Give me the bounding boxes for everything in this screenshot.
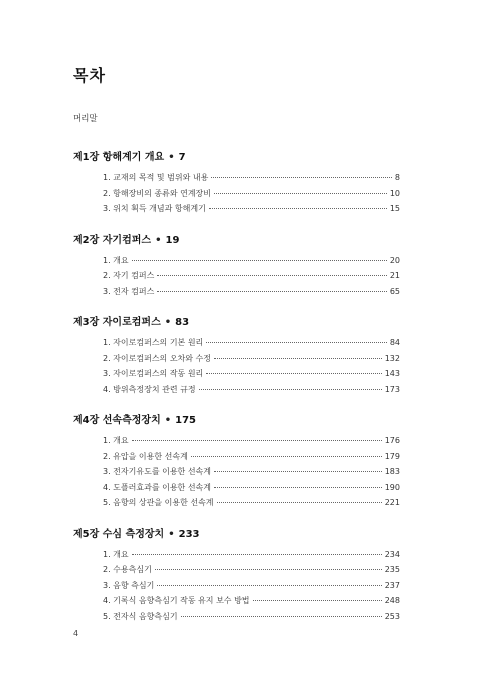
chapter-title: 자기컴퍼스 [102, 234, 152, 246]
entry-label: 4. 기록식 음향측심기 작동 유지 보수 방법 [103, 596, 250, 605]
dot-leader [157, 291, 386, 292]
chapter-number: 제4장 [73, 415, 100, 426]
entry-page: 253 [384, 611, 400, 621]
chapter-page: 83 [175, 317, 190, 328]
entry-label: 5. 음향의 상관을 이용한 선속계 [103, 498, 214, 507]
entry-label: 2. 자기 컴퍼스 [103, 271, 155, 280]
page-title: 목차 [73, 66, 106, 85]
toc-entry[interactable] [73, 495, 400, 511]
entry-label: 1. 개요 [103, 255, 129, 265]
entry-label: 4. 방위측정장치 관련 규정 [103, 384, 196, 394]
entry-label: 3. 자이로컴퍼스의 작동 원리 [103, 369, 204, 378]
chapter-number: 제3장 [73, 317, 100, 328]
chapter-heading[interactable] [73, 150, 400, 166]
entry-label: 1. 교재의 목적 및 범위와 내용 [103, 173, 209, 182]
bullet-separator: • [164, 317, 172, 328]
chapter-title: 항해계기 개요 [102, 152, 165, 163]
entry-page: 10 [389, 188, 400, 198]
entry-label: 4. 도플러효과를 이용한 선속계 [103, 482, 211, 492]
chapter-title: 자이로컴퍼스 [102, 317, 161, 328]
entry-page: 143 [384, 369, 400, 378]
dot-leader [181, 616, 382, 617]
dot-leader [209, 208, 387, 209]
dot-leader [157, 585, 381, 586]
chapter-2 [73, 233, 400, 300]
entry-page: 190 [384, 482, 400, 492]
toc-entry[interactable] [73, 170, 400, 186]
chapter-heading[interactable] [73, 413, 400, 429]
chapter-heading[interactable] [73, 315, 400, 331]
dot-leader [191, 456, 382, 457]
entry-label: 2. 항해장비의 종류와 연계장비 [103, 188, 211, 198]
toc-entry[interactable] [73, 562, 400, 578]
toc-chapter-list [73, 150, 400, 640]
entry-label: 3. 음향 측심기 [103, 580, 155, 590]
dot-leader [132, 260, 387, 261]
bullet-separator: • [155, 234, 162, 246]
preface-link[interactable]: 머리말 [73, 114, 98, 124]
entry-label: 5. 전자식 음향측심기 [103, 611, 178, 621]
dot-leader [211, 177, 392, 178]
chapter-title: 수심 측정장치 [102, 528, 165, 540]
dot-leader [217, 502, 382, 503]
dot-leader [132, 554, 382, 555]
dot-leader [132, 440, 382, 441]
dot-leader [199, 389, 382, 390]
entry-label: 3. 위치 획득 개념과 항해계기 [103, 204, 206, 213]
entry-label: 3. 전자 컴퍼스 [103, 286, 155, 296]
entry-page: 237 [384, 580, 400, 590]
toc-entry[interactable] [73, 253, 400, 269]
entry-page: 176 [384, 436, 400, 445]
toc-entry[interactable] [73, 351, 400, 367]
dot-leader [214, 358, 382, 359]
entry-page: 173 [384, 384, 400, 394]
entry-label: 2. 자이로컴퍼스의 오차와 수정 [103, 353, 211, 363]
toc-entry[interactable] [73, 464, 400, 480]
chapter-page: 175 [175, 415, 197, 426]
dot-leader [253, 600, 382, 601]
entry-page: 21 [389, 271, 400, 280]
chapter-heading[interactable] [73, 527, 400, 543]
dot-leader [214, 487, 382, 488]
entry-page: 235 [384, 565, 400, 574]
dot-leader [214, 471, 382, 472]
entry-page: 234 [384, 549, 400, 559]
dot-leader [214, 193, 387, 194]
entry-page: 8 [394, 173, 400, 182]
entry-page: 132 [384, 353, 400, 363]
chapter-number: 제5장 [73, 528, 100, 540]
entry-label: 1. 개요 [103, 436, 129, 445]
toc-entry[interactable] [73, 186, 400, 202]
chapter-4 [73, 413, 400, 511]
entry-label: 1. 자이로컴퍼스의 기본 원리 [103, 338, 204, 347]
dot-leader [157, 275, 386, 276]
footer-page-number: 4 [73, 629, 79, 638]
toc-entry[interactable] [73, 366, 400, 382]
toc-entry[interactable] [73, 433, 400, 449]
chapter-number: 제1장 [73, 152, 100, 163]
toc-entry[interactable] [73, 609, 400, 625]
entry-label: 2. 유압을 이용한 선속계 [103, 451, 188, 461]
toc-entry[interactable] [73, 593, 400, 609]
entry-page: 65 [389, 286, 400, 296]
toc-entry[interactable] [73, 449, 400, 465]
entry-page: 221 [384, 498, 400, 507]
toc-entry[interactable] [73, 480, 400, 496]
chapter-3 [73, 315, 400, 397]
entry-label: 1. 개요 [103, 549, 129, 559]
toc-entry[interactable] [73, 284, 400, 300]
entry-label: 3. 전자기유도를 이용한 선속계 [103, 467, 211, 476]
entry-page: 179 [384, 451, 400, 461]
chapter-title: 선속측정장치 [102, 415, 161, 426]
toc-entry[interactable] [73, 335, 400, 351]
chapter-5 [73, 527, 400, 625]
dot-leader [155, 569, 382, 570]
toc-entry[interactable] [73, 201, 400, 217]
dot-leader [206, 342, 387, 343]
bullet-separator: • [168, 528, 175, 540]
toc-entry[interactable] [73, 382, 400, 398]
chapter-page: 19 [165, 234, 180, 246]
toc-entry[interactable] [73, 268, 400, 284]
chapter-page: 233 [178, 528, 200, 540]
bullet-separator: • [164, 415, 172, 426]
entry-page: 84 [389, 338, 400, 347]
entry-page: 183 [384, 467, 400, 476]
entry-page: 15 [389, 204, 400, 213]
toc-entry[interactable] [73, 547, 400, 563]
toc-entry[interactable] [73, 578, 400, 594]
entry-page: 20 [389, 255, 400, 265]
entry-page: 248 [384, 596, 400, 605]
chapter-number: 제2장 [73, 234, 100, 246]
entry-label: 2. 수용측심기 [103, 565, 152, 574]
chapter-page: 7 [178, 152, 186, 163]
dot-leader [206, 373, 381, 374]
chapter-heading[interactable] [73, 233, 400, 249]
bullet-separator: • [168, 152, 175, 163]
chapter-1 [73, 150, 400, 217]
